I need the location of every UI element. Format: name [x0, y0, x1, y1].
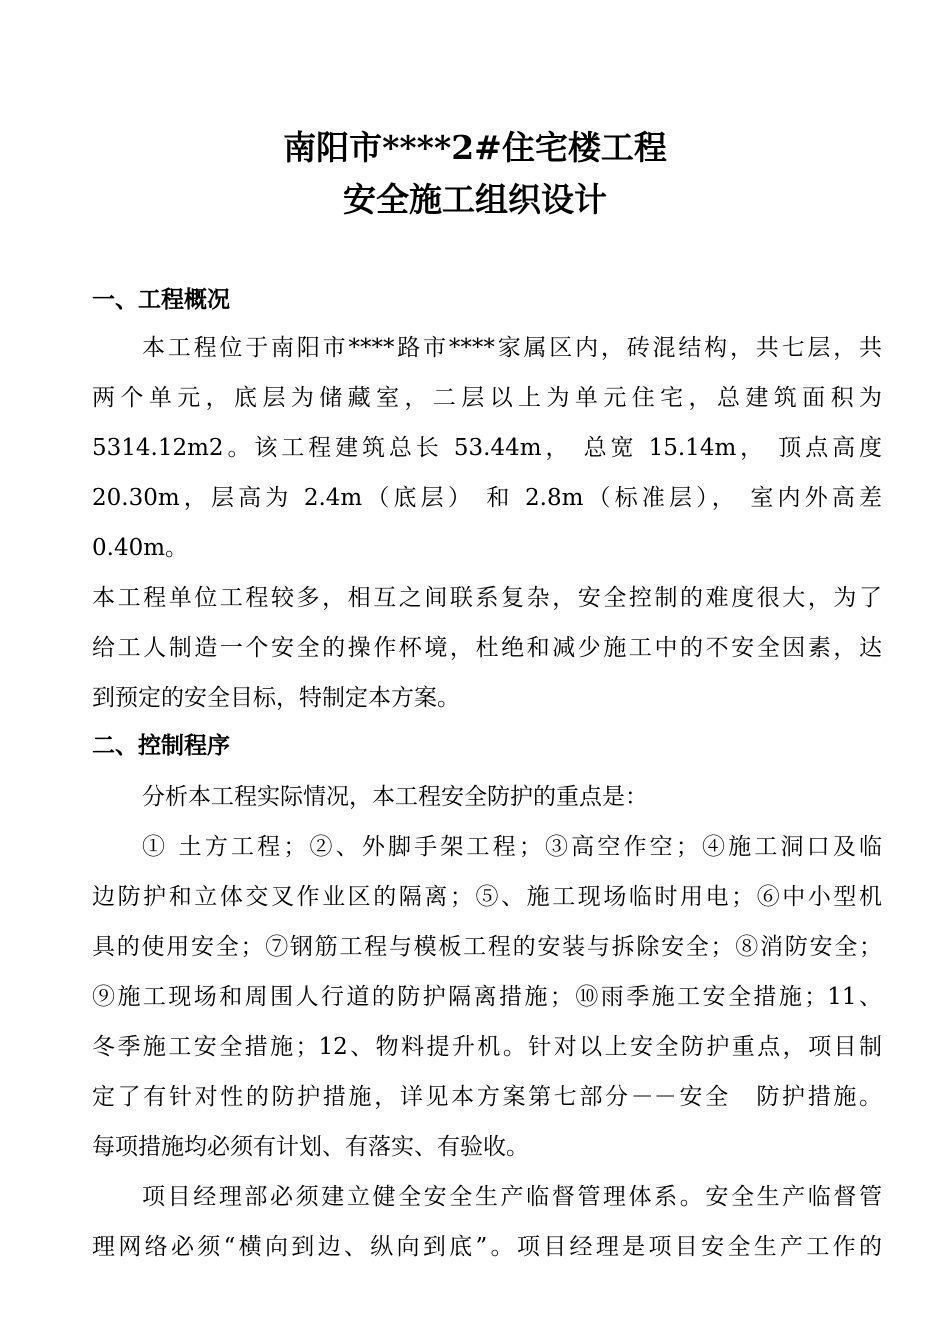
paragraph-line: 20.30m，层高为 2.4m（底层） 和 2.8m（标准层）， 室内外高差: [92, 485, 882, 511]
paragraph-line: 每项措施均必须有计划、有落实、有验收。: [92, 1134, 529, 1160]
paragraph-line: 本工程位于南阳市****路市****家属区内，砖混结构，共七层，共: [142, 335, 882, 361]
paragraph-line: 5314.12m2。该工程建筑总长 53.44m， 总宽 15.14m， 顶点高度: [92, 435, 882, 461]
paragraph-line: 具的使用安全；⑦钢筋工程与模板工程的安装与拆除安全；⑧消防安全；: [92, 934, 882, 960]
paragraph-line: 0.40m。: [92, 535, 189, 561]
paragraph-line: 本工程单位工程较多，相互之间联系复杂，安全控制的难度很大，为了: [92, 585, 882, 611]
paragraph-line: ① 土方工程；②、外脚手架工程；③高空作空；④施工洞口及临: [142, 834, 882, 860]
paragraph-line: 给工人制造一个安全的操作杯境，杜绝和减少施工中的不安全因素，达: [92, 635, 882, 661]
paragraph-line: 两个单元，底层为储藏室，二层以上为单元住宅，总建筑面积为: [92, 385, 882, 411]
paragraph-line: 理网络必须“横向到边、纵向到底”。项目经理是项目安全生产工作的: [92, 1234, 882, 1260]
paragraph-line: 定了有针对性的防护措施，详见本方案第七部分－－安全 防护措施。: [92, 1084, 882, 1110]
document-title-line2: 安全施工组织设计: [343, 180, 607, 219]
paragraph-line: 到预定的安全目标，特制定本方案。: [92, 685, 460, 711]
section-heading-overview: 一、工程概况: [92, 286, 230, 313]
paragraph-line: 边防护和立体交叉作业区的隔离；⑤、施工现场临时用电；⑥中小型机: [92, 884, 882, 910]
paragraph-line: 冬季施工安全措施；12、物料提升机。针对以上安全防护重点，项目制: [92, 1034, 882, 1060]
paragraph-line: 分析本工程实际情况，本工程安全防护的重点是：: [142, 784, 648, 810]
document-title-line1: 南阳市****2#住宅楼工程: [283, 128, 667, 167]
paragraph-line: ⑨施工现场和周围人行道的防护隔离措施；⑩雨季施工安全措施；11、: [92, 984, 882, 1010]
section-heading-control: 二、控制程序: [92, 732, 230, 759]
paragraph-line: 项目经理部必须建立健全安全生产临督管理体系。安全生产临督管: [142, 1184, 882, 1210]
